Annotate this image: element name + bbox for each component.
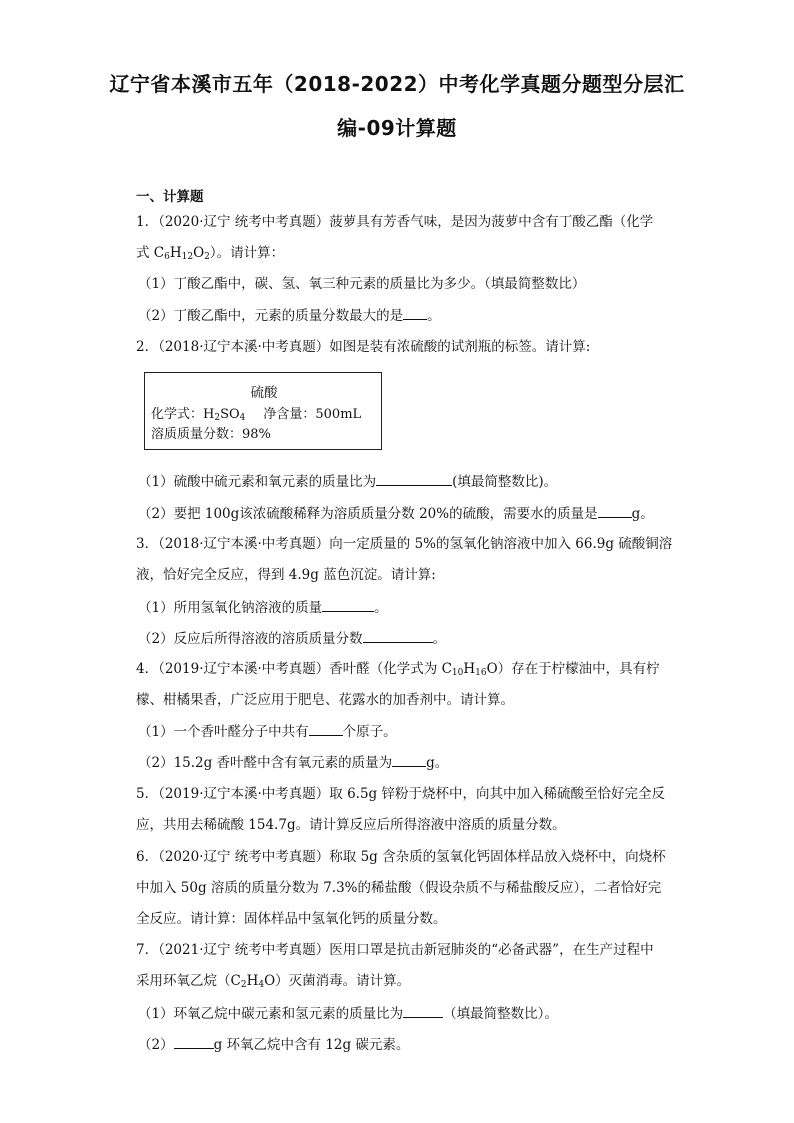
answer-blank [392,752,426,767]
answer-blank [598,503,632,518]
label-fraction: 溶质质量分数：98% [151,427,271,442]
q1-line2: 式 $C_6H_{12}O_2$）。请计算： [136,245,285,262]
q6-line1: 6．（2020·辽宁 统考中考真题）称取 5g 含杂质的氢氧化钙固体样品放入烧杯中，向烧杯 [136,849,666,865]
answer-blank [363,628,433,643]
q5-line2: 应，共用去稀硫酸 154.7g。请计算反应后所得溶液中溶质的质量分数。 [136,817,566,833]
answer-blank [322,597,374,612]
label-name: 硫酸 [250,385,278,401]
q4-sub2: （2）15.2g 香叶醛中含有氧元素的质量为 g。 [138,752,668,773]
q6-line3: 全反应。请计算：固体样品中氢氧化钙的质量分数。 [136,911,447,927]
q3-sub1: （1）所用氢氧化钠溶液的质量 。 [138,597,668,618]
label-formula-row: 化学式：$H_2SO_4$ 净含量：500mL [151,407,362,423]
q4-sub1: （1）一个香叶醛分子中共有 个原子。 [138,721,668,742]
reagent-label [144,372,382,450]
q3-line1: 3．（2018·辽宁本溪·中考真题）向一定质量的 5%的氢氧化钠溶液中加入 66.9g 硫酸铜溶 [136,536,673,552]
q6-line2: 中加入 50g 溶质的质量分数为 7.3%的稀盐酸（假设杂质不与稀盐酸反应），二者恰好完 [136,880,662,896]
q7-sub2: （2） g 环氧乙烷中含有 12g 碳元素。 [138,1034,668,1055]
section-heading: 一、计算题 [136,189,204,205]
q7-line1: 7．（2021·辽宁 统考中考真题）医用口罩是抗击新冠肺炎的“必备武器”，在生产过程中 [136,942,654,958]
q7-line2: 采用环氧乙烷$(C_2H_4O)$灭菌消毒。请计算。 [136,973,411,990]
q4-line1: 4．（2019·辽宁本溪·中考真题）香叶醛（化学式为 $C_{10}H_{16}O$）存在于柠檬油中，具有柠 [136,661,660,678]
q3-line2: 液，恰好完全反应，得到 4.9g 蓝色沉淀。请计算: [136,567,436,583]
q1-sub2: （2）丁酸乙酯中，元素的质量分数最大的是 。 [138,305,668,326]
answer-blank [376,471,452,486]
label-net-content: 净含量：500mL [263,407,362,422]
q4-line2: 檬、柑橘果香，广泛应用于肥皂、花露水的加香剂中。请计算。 [136,692,514,708]
answer-blank [309,721,343,736]
document-title-line1: 辽宁省本溪市五年（2018-2022）中考化学真题分题型分层汇 [109,72,685,96]
q7-sub1: （1）环氧乙烷中碳元素和氢元素的质量比为 （填最简整数比）。 [138,1003,668,1024]
answer-blank [403,1003,443,1018]
answer-blank [174,1034,214,1049]
q1-line1: 1．（2020·辽宁 统考中考真题）菠萝具有芳香气味，是因为菠萝中含有丁酸乙酯（化学 [136,214,654,230]
q2-line1: 2．（2018·辽宁本溪·中考真题）如图是装有浓硫酸的试剂瓶的标签。请计算: [136,339,591,355]
q1-sub1: （1）丁酸乙酯中，碳、氢、氧三种元素的质量比为多少。（填最简整数比） [138,276,586,292]
q2-sub1: （1）硫酸中硫元素和氧元素的质量比为 (填最简整数比)。 [138,471,668,492]
answer-blank [403,305,427,320]
q3-sub2: （2）反应后所得溶液的溶质质量分数 。 [138,628,668,649]
q2-sub2: （2）要把 100g该浓硫酸稀释为溶质质量分数 20%的硫酸，需要水的质量是 g。 [138,503,668,524]
document-title-line2: 编-09计算题 [337,116,457,140]
q5-line1: 5．（2019·辽宁本溪·中考真题）取 6.5g 锌粉于烧杯中，向其中加入稀硫酸至恰好完全反 [136,786,665,802]
